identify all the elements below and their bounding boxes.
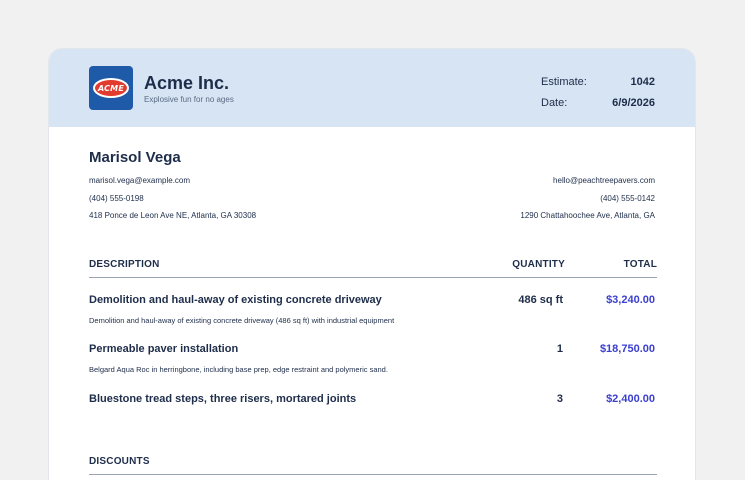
logo-oval-icon <box>93 78 129 98</box>
date-label: Date: <box>541 97 568 109</box>
vendor-email: hello@peachtreepavers.com <box>553 176 655 185</box>
line-item-total: $18,750.00 <box>599 343 655 355</box>
company-name: Acme Inc. <box>144 73 230 93</box>
line-item-quantity: 3 <box>556 393 563 405</box>
line-item-quantity: 486 sq ft <box>518 294 563 306</box>
client-email: marisol.vega@example.com <box>89 176 191 185</box>
client-name: Marisol Vega <box>89 149 181 166</box>
estimate-number: 1042 <box>630 76 655 88</box>
line-item-total: $3,240.00 <box>606 294 655 306</box>
client-phone: (404) 555-0198 <box>89 194 144 203</box>
description-column-header: DESCRIPTION <box>89 259 160 270</box>
estimate-document <box>48 48 696 480</box>
estimate-label: Estimate: <box>541 76 587 88</box>
company-tagline: Explosive fun for no ages <box>144 95 234 104</box>
quantity-column-header: QUANTITY <box>512 259 565 270</box>
line-item-subtitle: Demolition and haul-away of existing concrete driveway (486 sq ft) with industrial equipment <box>89 316 395 325</box>
line-item-title: Permeable paver installation <box>89 343 239 355</box>
client-address: 418 Ponce de Leon Ave NE, Atlanta, GA 30308 <box>89 211 257 220</box>
date-value: 6/9/2026 <box>612 97 655 109</box>
line-item-quantity: 1 <box>556 343 563 355</box>
vendor-phone: (404) 555-0142 <box>600 194 655 203</box>
line-item-subtitle: Belgard Aqua Roc in herringbone, including base prep, edge restraint and polymeric sand. <box>89 365 388 374</box>
vendor-address: 1290 Chattahoochee Ave, Atlanta, GA <box>520 211 655 220</box>
discounts-header: DISCOUNTS <box>89 456 657 475</box>
line-item-total: $2,400.00 <box>606 393 655 405</box>
logo-text: ACME <box>97 83 125 93</box>
document-header <box>49 49 695 127</box>
line-item-title: Demolition and haul-away of existing concrete driveway <box>89 294 382 306</box>
total-column-header: TOTAL <box>623 259 657 270</box>
line-item-title: Bluestone tread steps, three risers, mortared joints <box>89 393 357 405</box>
company-logo <box>89 66 133 110</box>
line-items-header <box>89 259 657 278</box>
